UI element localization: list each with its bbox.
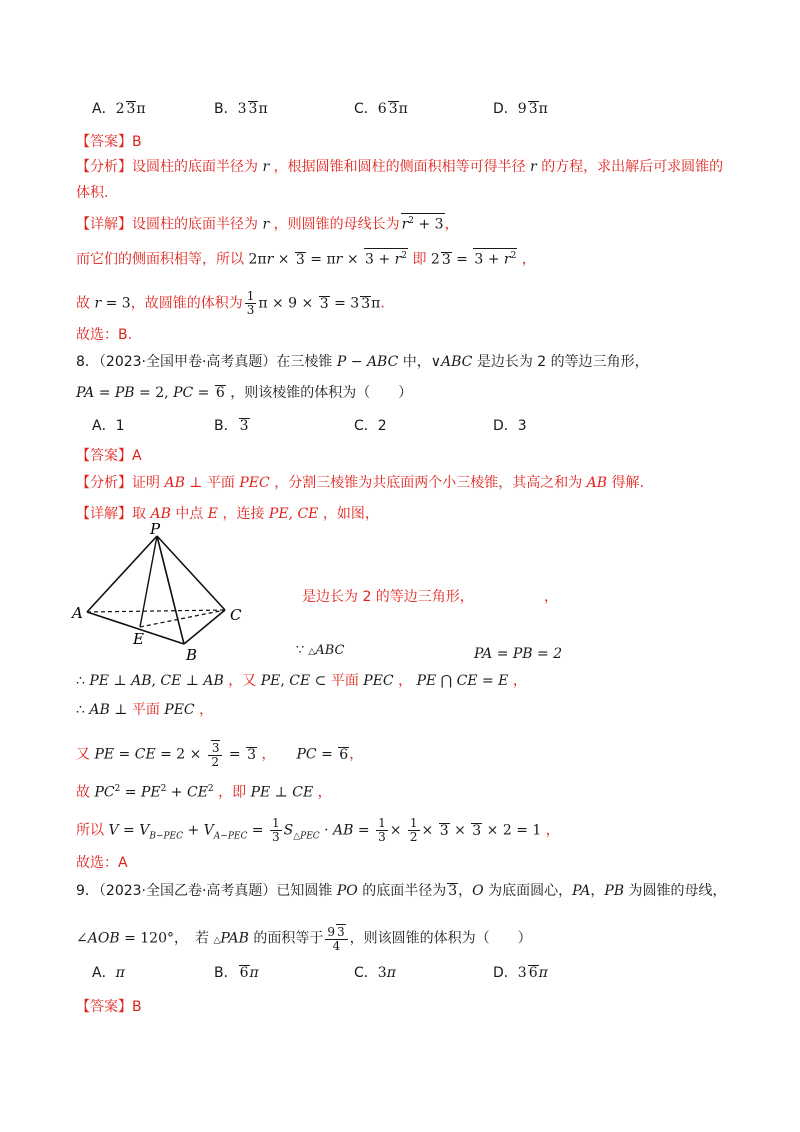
q8-answer: 【答案】A <box>76 448 142 464</box>
q7-detail-line3: 故 r = 3，故圆锥的体积为 $\frac{1}{3}$ π × 9 × 3 = 3 3π. <box>76 289 385 317</box>
q9-option-c: C．3π <box>354 965 396 981</box>
q8-choose: 故选：A <box>76 855 128 871</box>
label-c: C <box>230 606 242 624</box>
edge-pc <box>157 536 225 610</box>
q8-step1: ∴ PE ⊥ AB, CE ⊥ AB ，又 PE, CE ⊂ 平面 PEC ， PE ⋂ CE = E ， <box>76 673 527 689</box>
q7-option-d: D．9 3π <box>493 101 548 117</box>
q8-step4: 故 $PC^2 = PE^2 + CE^2$ ，即 PE ⊥ CE ， <box>76 784 332 801</box>
q8-stem-line1: 8．（2023·全国甲卷·高考真题）在三棱锥 P − ABC 中，∨ABC 是边长为 2 的等边三角形， <box>76 354 649 370</box>
q9-option-a: A．π <box>92 965 125 981</box>
q8-because-abc: ∵ △ABC <box>296 643 345 658</box>
q7-option-b: B．3 3π <box>214 101 268 117</box>
edge-ce-hidden <box>140 610 225 627</box>
q8-side-comma: ， <box>544 589 558 605</box>
label-e: E <box>133 630 144 648</box>
q9-answer: 【答案】B <box>76 999 142 1015</box>
label-p: P <box>150 522 161 538</box>
pyramid-figure <box>70 522 290 662</box>
label-b: B <box>186 646 198 662</box>
edge-pe <box>140 536 157 627</box>
edge-bc <box>184 610 225 644</box>
q8-option-b: B． 3 <box>214 418 249 434</box>
q8-side-text: 是边长为 2 的等边三角形， <box>302 589 474 605</box>
q7-analysis-line1: 【分析】设圆柱的底面半径为 r ，根据圆锥和圆柱的侧面积相等可得半径 r 的方程，求出解后可求圆锥的 <box>76 159 724 175</box>
q8-detail: 【详解】取 AB 中点 E ，连接 PE, CE ，如图， <box>76 506 379 522</box>
q9-option-d: D．3 6π <box>493 965 548 981</box>
q8-option-a: A．1 <box>92 418 125 434</box>
label-a: A <box>72 604 83 622</box>
q8-stem-line2: PA = PB = 2, PC = 6 ，则该棱锥的体积为（ ） <box>76 385 413 401</box>
q7-detail-line2: 而它们的侧面积相等，所以 $2\pi r \times 3 = \pi r \times 3 + r^2$ 即 2 $3 = 3 + r^2$ ， <box>76 248 536 269</box>
q8-step2: ∴ AB ⊥ 平面 PEC ， <box>76 702 214 718</box>
q8-analysis: 【分析】证明 AB ⊥ 平面 PEC ，分割三棱锥为共底面两个小三棱锥，其高之和为 AB 得解. <box>76 475 644 491</box>
q8-step5: 所以 $V = V_{B-PEC} + V_{A-PEC}$ = $\frac{1}{3}$ $S_{\triangle PEC}$ · AB = $\frac{1}{3}$ × $\frac{1}{2}$ × 3 × 3 × 2 = 1 ， <box>76 816 560 844</box>
q8-option-d: D．3 <box>493 418 527 434</box>
q8-step3: 又 PE = CE = 2 × $\frac{3}{2}$ = 3 ， PC = 6， <box>76 741 364 769</box>
q9-stem-line2: ∠AOB = 120°， 若 △PAB 的面积等于 $\frac{9 3}{4}$ ，则该圆锥的体积为（ ） <box>76 925 532 953</box>
q9-stem-line1: 9．（2023·全国乙卷·高考真题）已知圆锥 PO 的底面半径为 3，O 为底面圆心，PA，PB 为圆锥的母线， <box>76 883 727 899</box>
q7-answer: 【答案】B <box>76 134 142 150</box>
q7-option-c: C．6 3π <box>354 101 408 117</box>
q7-detail-line1: 【详解】设圆柱的底面半径为 r ，则圆锥的母线长为 $r^2 + 3$， <box>76 213 459 234</box>
q7-choose: 故选：B. <box>76 327 133 343</box>
q8-option-c: C．2 <box>354 418 387 434</box>
q9-option-b: B． 6π <box>214 965 259 981</box>
edge-pa <box>87 536 157 612</box>
q7-option-a: A．2 3π <box>92 101 146 117</box>
edge-pb <box>157 536 184 644</box>
q8-pa-pb: PA = PB = 2 <box>474 646 563 662</box>
edge-ac-hidden <box>87 610 225 612</box>
q7-analysis-line2: 体积. <box>76 185 109 201</box>
